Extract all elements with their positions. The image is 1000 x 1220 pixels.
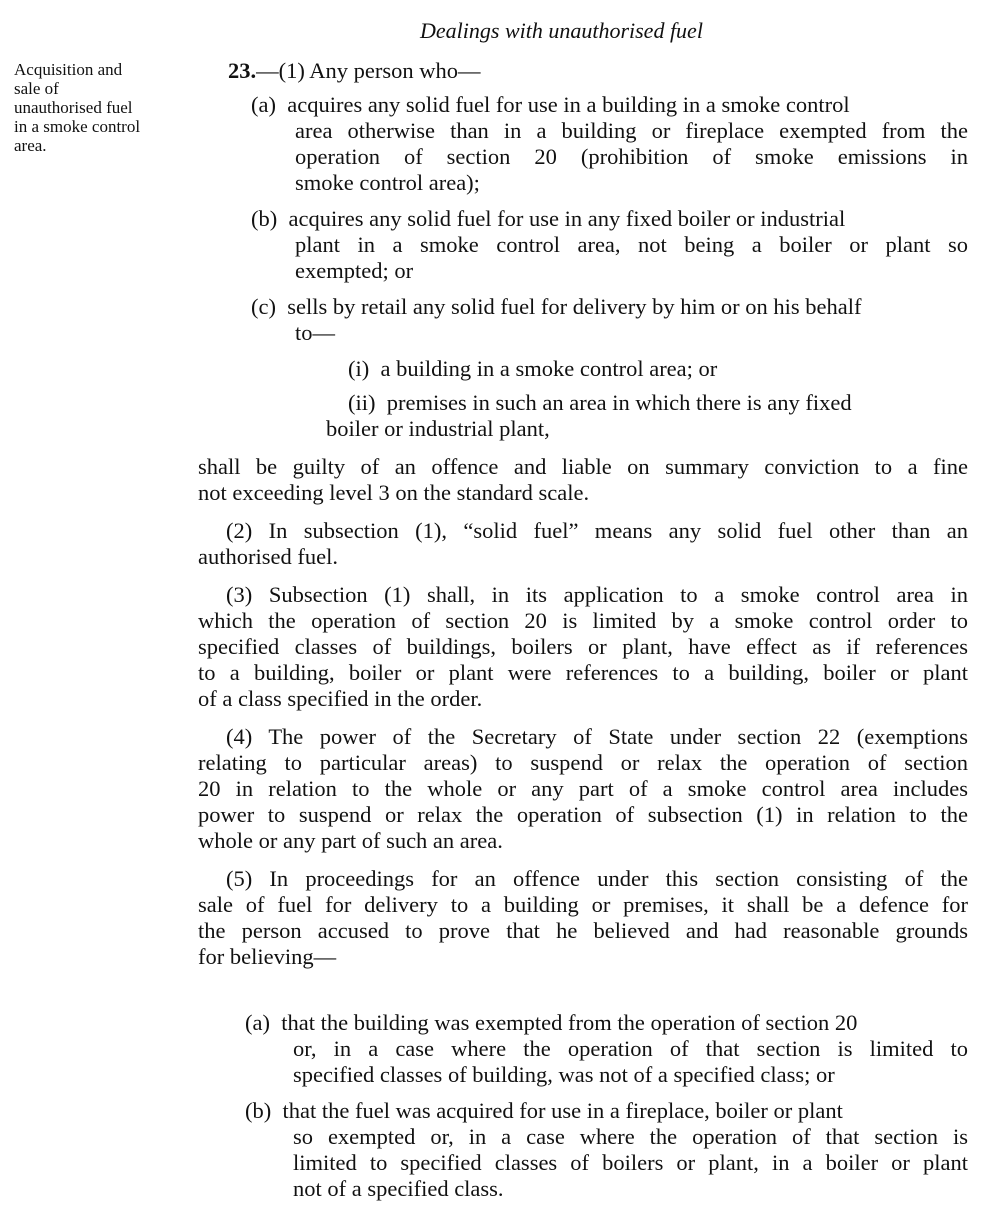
- paragraph-b: [198, 206, 968, 284]
- paragraph-a: [198, 92, 968, 196]
- subsection-line: which the operation of section 20 is limited by a smoke control order to: [198, 608, 968, 633]
- subsection-line: of a class specified in the order.: [198, 686, 483, 711]
- paragraph-line: area otherwise than in a building or fireplace exempted from the: [295, 118, 968, 143]
- subparagraph-line: boiler or industrial plant,: [326, 416, 550, 441]
- subsection-line: to a building, boiler or plant were references to a building, boiler or plant: [198, 660, 968, 685]
- subsection-line: (2) In subsection (1), “solid fuel” means any solid fuel other than an: [226, 518, 968, 543]
- defence-line: or, in a case where the operation of that section is limited to: [293, 1036, 968, 1061]
- defence-label: (b): [245, 1098, 272, 1123]
- subparagraph-line: premises in such an area in which there is any fixed: [386, 390, 852, 415]
- paragraph-line: exempted; or: [295, 258, 414, 283]
- clause-line: shall be guilty of an offence and liable on summary conviction to a fine: [198, 454, 968, 479]
- subsection-1-intro: [198, 58, 968, 84]
- subsection-line: 20 in relation to the whole or any part of a smoke control area includes: [198, 776, 968, 801]
- subparagraph-label: (i): [348, 356, 370, 381]
- subsection-line: for believing—: [198, 944, 337, 969]
- paragraph-label: (b): [251, 206, 278, 231]
- subsection-line: (3) Subsection (1) shall, in its application to a smoke control area in: [226, 582, 968, 607]
- section-number: 23.: [228, 58, 257, 83]
- section-intro: —(1) Any person who—: [256, 58, 481, 83]
- paragraph-line: smoke control area);: [295, 170, 480, 195]
- defence-b: [198, 1098, 968, 1202]
- paragraph-line: sells by retail any solid fuel for delivery by him or on his behalf: [287, 294, 862, 319]
- paragraph-label: (c): [251, 294, 276, 319]
- margin-note-line: in a smoke control: [14, 117, 141, 136]
- subparagraph-i: [198, 356, 968, 382]
- paragraph-line: acquires any solid fuel for use in any fixed boiler or industrial: [288, 206, 846, 231]
- paragraph-line: plant in a smoke control area, not being a boiler or plant so: [295, 232, 968, 257]
- subsection-line: power to suspend or relax the operation of subsection (1) in relation to the: [198, 802, 968, 827]
- margin-note-line: Acquisition and: [14, 60, 123, 79]
- defence-line: that the building was exempted from the operation of section 20: [281, 1010, 858, 1035]
- subparagraph-label: (ii): [348, 390, 376, 415]
- defence-line: so exempted or, in a case where the operation of that section is: [293, 1124, 968, 1149]
- paragraph-label: (a): [251, 92, 276, 117]
- subsection-line: whole or any part of such an area.: [198, 828, 503, 853]
- defence-a: [198, 1010, 968, 1088]
- subsection-4: [198, 724, 968, 854]
- subsection-5: [198, 866, 968, 970]
- section-group-heading: Dealings with unauthorised fuel: [420, 18, 703, 43]
- margin-note-line: unauthorised fuel: [14, 98, 133, 117]
- clause-line: not exceeding level 3 on the standard scale.: [198, 480, 590, 505]
- margin-note-line: sale of: [14, 79, 59, 98]
- defence-line: specified classes of building, was not of a specified class; or: [293, 1062, 835, 1087]
- subsection-line: (4) The power of the Secretary of State under section 22 (exemptions: [226, 724, 968, 749]
- subsection-line: sale of fuel for delivery to a building or premises, it shall be a defence for: [198, 892, 968, 917]
- paragraph-c: [198, 294, 968, 346]
- defence-line: not of a specified class.: [293, 1176, 504, 1201]
- subsection-line: the person accused to prove that he believed and had reasonable grounds: [198, 918, 968, 943]
- defence-line: that the fuel was acquired for use in a fireplace, boiler or plant: [282, 1098, 843, 1123]
- defence-label: (a): [245, 1010, 270, 1035]
- subsection-line: (5) In proceedings for an offence under this section consisting of the: [226, 866, 968, 891]
- subsection-2: [198, 518, 968, 570]
- section-body: [198, 58, 968, 1202]
- subsection-line: relating to particular areas) to suspend or relax the operation of section: [198, 750, 968, 775]
- offence-clause: [198, 454, 968, 506]
- subparagraph-line: a building in a smoke control area; or: [380, 356, 718, 381]
- paragraph-line: acquires any solid fuel for use in a building in a smoke control: [287, 92, 850, 117]
- margin-note: [14, 60, 189, 155]
- margin-note-line: area.: [14, 136, 47, 155]
- defence-line: limited to specified classes of boilers or plant, in a boiler or plant: [293, 1150, 968, 1175]
- subsection-line: specified classes of buildings, boilers or plant, have effect as if references: [198, 634, 968, 659]
- paragraph-line: operation of section 20 (prohibition of smoke emissions in: [295, 144, 968, 169]
- subparagraph-ii: [198, 390, 968, 442]
- paragraph-line: to—: [295, 320, 336, 345]
- subsection-3: [198, 582, 968, 712]
- subsection-line: authorised fuel.: [198, 544, 338, 569]
